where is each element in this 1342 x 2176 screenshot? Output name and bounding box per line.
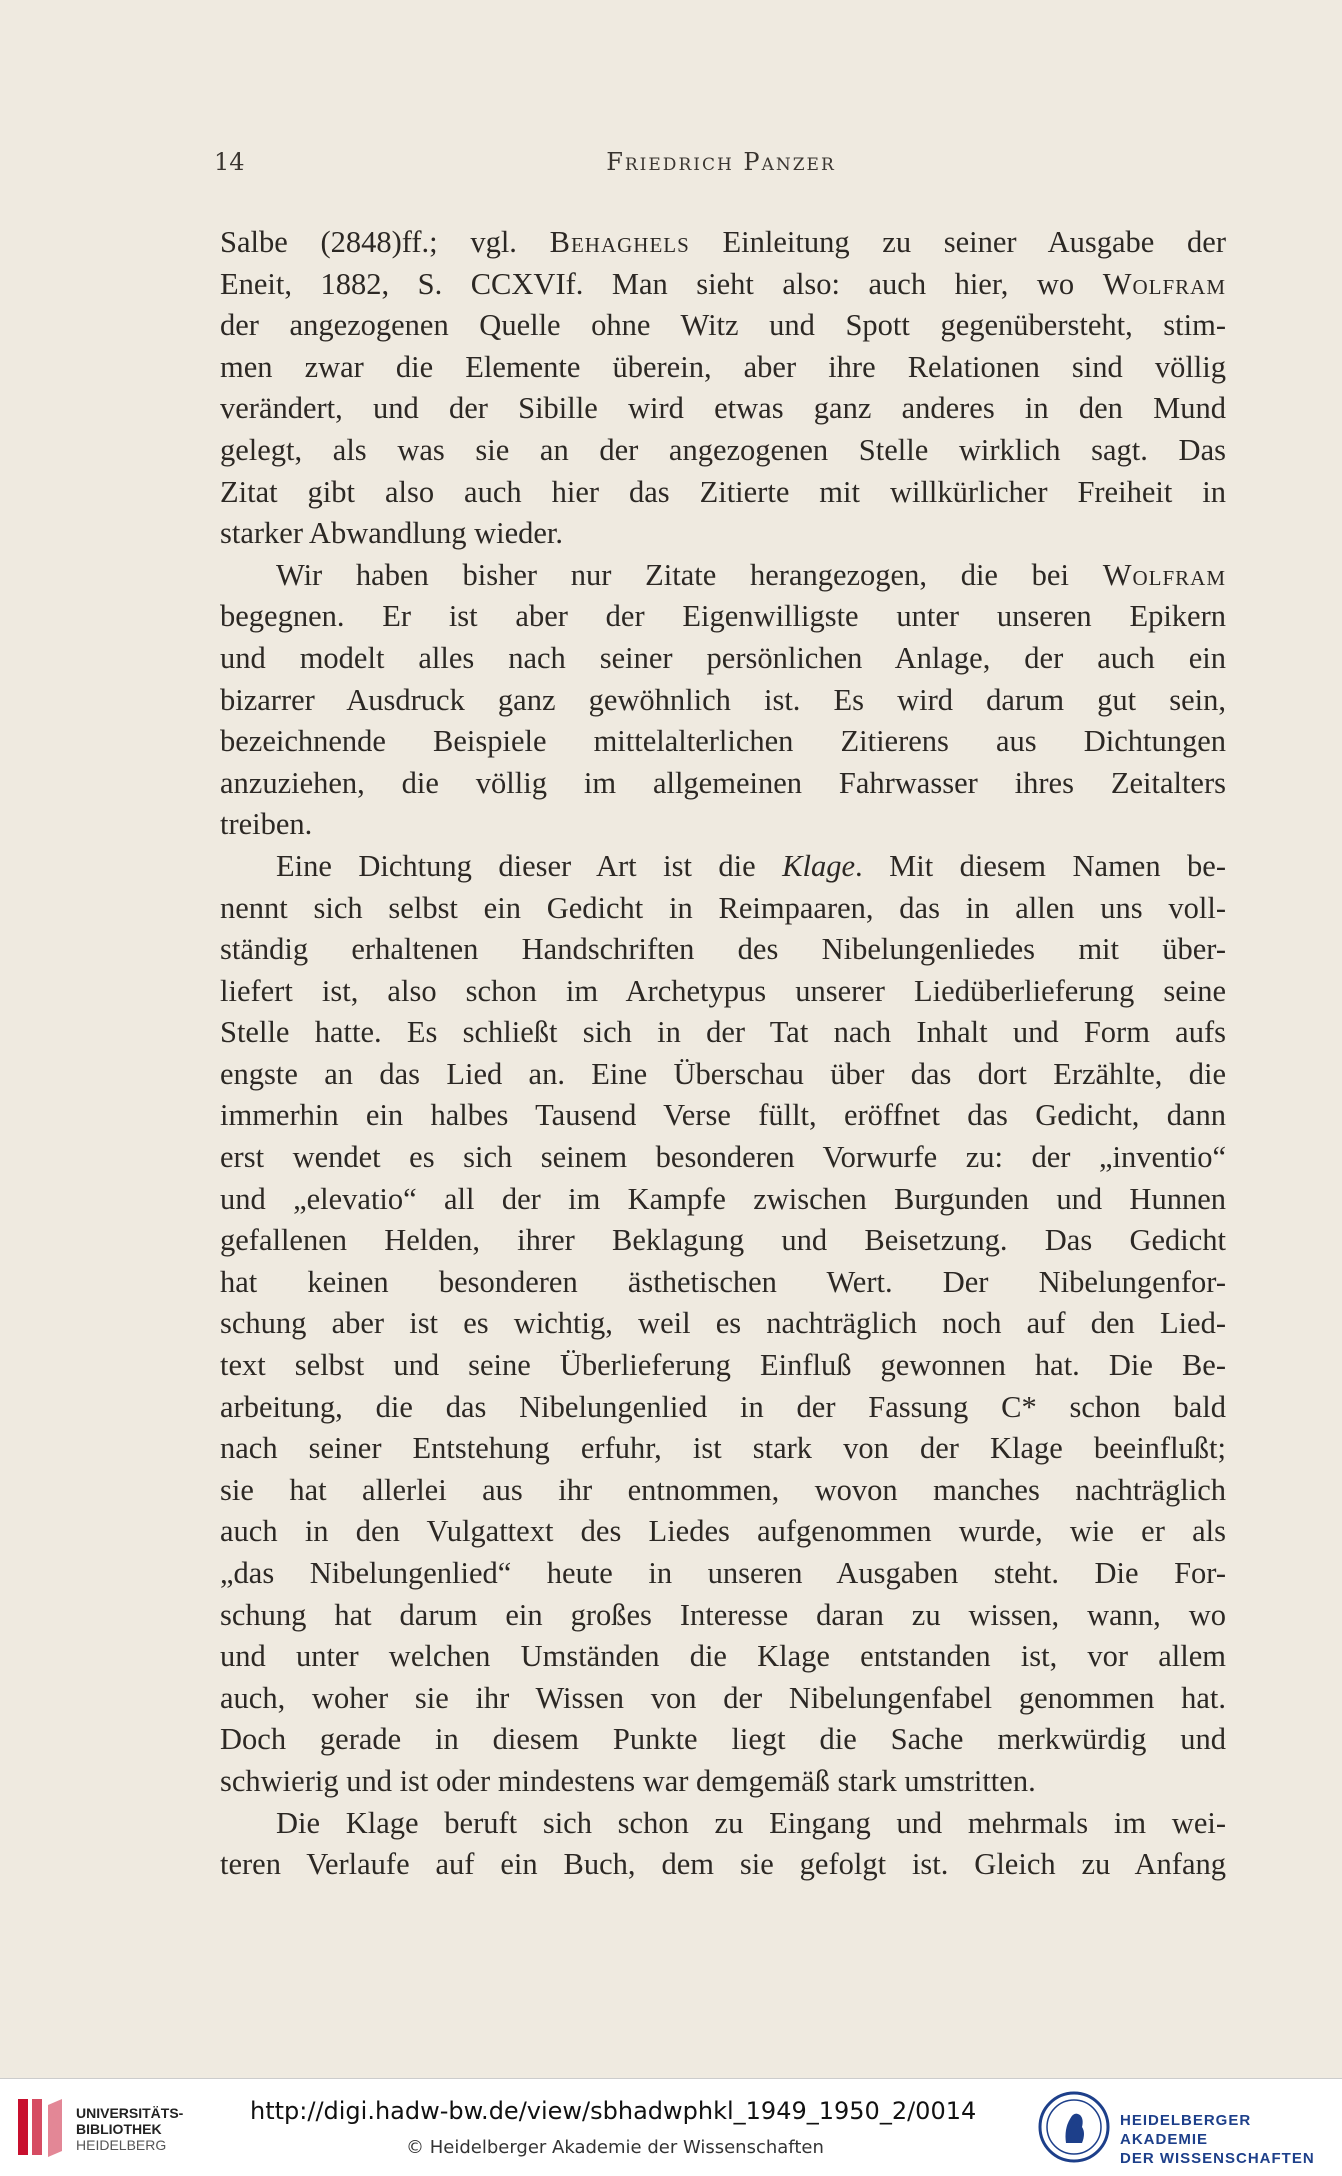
text-segment: Stelle hatte. Es schließt sich in der Tat nach Inhalt und Form aufs <box>220 1015 1226 1050</box>
academy-name <box>1120 2111 1342 2168</box>
academy-name-line2: DER WISSENSCHAFTEN <box>1120 2150 1315 2167</box>
text-segment: bizarrer Ausdruck ganz gewöhnlich ist. Es wird darum gut sein, <box>220 682 1226 717</box>
text-segment: begegnen. Er ist aber der Eigenwilligste unter unseren Epikern <box>220 599 1226 634</box>
library-name-line1: UNIVERSITÄTS- <box>76 2105 184 2121</box>
text-line <box>220 1844 1226 1886</box>
text-line <box>220 347 1226 389</box>
text-line <box>220 388 1226 430</box>
text-segment: gefallenen Helden, ihrer Beklagung und Beisetzung. Das Gedicht <box>220 1223 1226 1258</box>
text-segment: Wir haben bisher nur Zitate herangezogen, die bei <box>276 557 1103 592</box>
university-library-logo-icon[interactable] <box>14 2095 66 2159</box>
text-segment: verändert, und der Sibille wird etwas ganz anderes in den Mund <box>220 391 1226 426</box>
text-line <box>220 1303 1226 1345</box>
running-title: Friedrich Panzer <box>606 148 836 176</box>
text-line <box>220 971 1226 1013</box>
body-text <box>220 222 1226 1886</box>
footer-bar <box>0 2078 1342 2176</box>
text-line <box>220 846 1226 888</box>
text-segment: der angezogenen Quelle ohne Witz und Spott gegenübersteht, stim- <box>220 308 1226 343</box>
text-line <box>220 513 1226 555</box>
text-line <box>220 1428 1226 1470</box>
text-line <box>220 1678 1226 1720</box>
text-line <box>220 1553 1226 1595</box>
text-segment: und modelt alles nach seiner persönlichen Anlage, der auch ein <box>220 640 1226 675</box>
text-line <box>220 1803 1226 1845</box>
text-line <box>220 763 1226 805</box>
text-segment: liefert ist, also schon im Archetypus unserer Liedüberlieferung seine <box>220 973 1226 1008</box>
library-name-line3: HEIDELBERG <box>76 2137 167 2153</box>
text-line <box>220 1387 1226 1429</box>
text-line <box>220 555 1226 597</box>
text-line <box>220 929 1226 971</box>
text-line <box>220 638 1226 680</box>
text-line <box>220 1220 1226 1262</box>
text-line <box>220 472 1226 514</box>
text-segment: nach seiner Entstehung erfuhr, ist stark von der Klage beeinflußt; <box>220 1431 1226 1466</box>
text-segment: auch, woher sie ihr Wissen von der Nibelungenfabel genommen hat. <box>220 1680 1226 1715</box>
author-name: Wolfram <box>1102 557 1226 592</box>
text-segment: schwierig und ist oder mindestens war demgemäß stark umstritten. <box>220 1763 1036 1798</box>
text-segment: schung aber ist es wichtig, weil es nachträglich noch auf den Lied- <box>220 1306 1226 1341</box>
text-line <box>220 1595 1226 1637</box>
copyright-notice: © Heidelberger Akademie der Wissenschaften <box>406 2137 824 2158</box>
text-line <box>220 596 1226 638</box>
page-number: 14 <box>214 148 245 176</box>
emphasized-title: Klage <box>782 848 855 883</box>
text-line <box>220 1262 1226 1304</box>
library-name-line2: BIBLIOTHEK <box>76 2121 162 2137</box>
text-segment: Eneit, 1882, S. CCXVIf. Man sieht also: auch hier, wo <box>220 266 1103 301</box>
text-segment: Eine Dichtung dieser Art ist die <box>276 848 783 883</box>
permalink-url[interactable]: http://digi.hadw-bw.de/view/sbhadwphkl_1949_1950_2/0014 <box>250 2097 977 2125</box>
text-line <box>220 680 1226 722</box>
text-line <box>220 888 1226 930</box>
text-segment: anzuziehen, die völlig im allgemeinen Fahrwasser ihres Zeitalters <box>220 765 1226 800</box>
text-line <box>220 1137 1226 1179</box>
text-segment: treiben. <box>220 807 313 842</box>
author-name: Wolfram <box>1102 266 1226 301</box>
text-segment: nennt sich selbst ein Gedicht in Reimpaaren, das in allen uns voll- <box>220 890 1226 925</box>
text-line <box>220 305 1226 347</box>
text-line <box>220 1345 1226 1387</box>
text-line <box>220 222 1226 264</box>
university-library-name <box>76 2105 183 2153</box>
text-line <box>220 1054 1226 1096</box>
text-segment: ständig erhaltenen Handschriften des Nibelungenliedes mit über- <box>220 932 1226 967</box>
text-segment: engste an das Lied an. Eine Überschau über das dort Erzählte, die <box>220 1056 1226 1091</box>
text-segment: starker Abwandlung wieder. <box>220 516 564 551</box>
text-segment: . Mit diesem Namen be- <box>855 848 1227 883</box>
text-segment: sie hat allerlei aus ihr entnommen, wovon manches nachträglich <box>220 1472 1226 1507</box>
text-segment: Einleitung zu seiner Ausgabe der <box>689 225 1226 259</box>
text-segment: Salbe (2848)ff.; vgl. <box>220 225 550 259</box>
page-header <box>214 142 1228 182</box>
text-line <box>220 1636 1226 1678</box>
text-segment: men zwar die Elemente überein, aber ihre Relationen sind völlig <box>220 349 1226 384</box>
text-segment: „das Nibelungenlied“ heute in unseren Ausgaben steht. Die For- <box>220 1556 1226 1590</box>
text-segment: bezeichnende Beispiele mittelalterlichen Zitierens aus Dichtungen <box>220 724 1226 759</box>
text-segment: hat keinen besonderen ästhetischen Wert. Der Nibelungenfor- <box>220 1264 1226 1299</box>
text-line <box>220 1511 1226 1553</box>
text-segment: teren Verlaufe auf ein Buch, dem sie gefolgt ist. Gleich zu Anfang <box>220 1847 1226 1882</box>
text-line <box>220 721 1226 763</box>
text-segment: text selbst und seine Überlieferung Einfluß gewonnen hat. Die Be- <box>220 1348 1226 1383</box>
text-line <box>220 1719 1226 1761</box>
text-segment: und unter welchen Umständen die Klage entstanden ist, vor allem <box>220 1639 1226 1674</box>
academy-name-line1: HEIDELBERGER AKADEMIE <box>1120 2112 1252 2148</box>
text-segment: immerhin ein halbes Tausend Verse füllt, eröffnet das Gedicht, dann <box>220 1098 1226 1133</box>
author-name: Behaghels <box>549 225 690 259</box>
academy-seal-logo-icon[interactable] <box>1036 2089 1112 2165</box>
text-segment: schung hat darum ein großes Interesse daran zu wissen, wann, wo <box>220 1597 1226 1632</box>
text-line <box>220 1179 1226 1221</box>
text-segment: erst wendet es sich seinem besonderen Vorwurfe zu: der „inventio“ <box>220 1140 1226 1175</box>
text-segment: arbeitung, die das Nibelungenlied in der Fassung C* schon bald <box>220 1389 1226 1424</box>
text-line <box>220 430 1226 472</box>
text-line <box>220 804 1226 846</box>
text-line <box>220 1012 1226 1054</box>
text-line <box>220 1761 1226 1803</box>
text-segment: und „elevatio“ all der im Kampfe zwischen Burgunden und Hunnen <box>220 1181 1226 1216</box>
text-segment: Zitat gibt also auch hier das Zitierte mit willkürlicher Freiheit in <box>220 474 1226 509</box>
text-segment: Die Klage beruft sich schon zu Eingang und mehrmals im wei- <box>276 1805 1226 1840</box>
text-line <box>220 264 1226 306</box>
text-line <box>220 1095 1226 1137</box>
text-segment: gelegt, als was sie an der angezogenen Stelle wirklich sagt. Das <box>220 432 1226 467</box>
text-line <box>220 1470 1226 1512</box>
text-segment: auch in den Vulgattext des Liedes aufgenommen wurde, wie er als <box>220 1514 1226 1549</box>
text-segment: Doch gerade in diesem Punkte liegt die Sache merkwürdig und <box>220 1722 1226 1757</box>
